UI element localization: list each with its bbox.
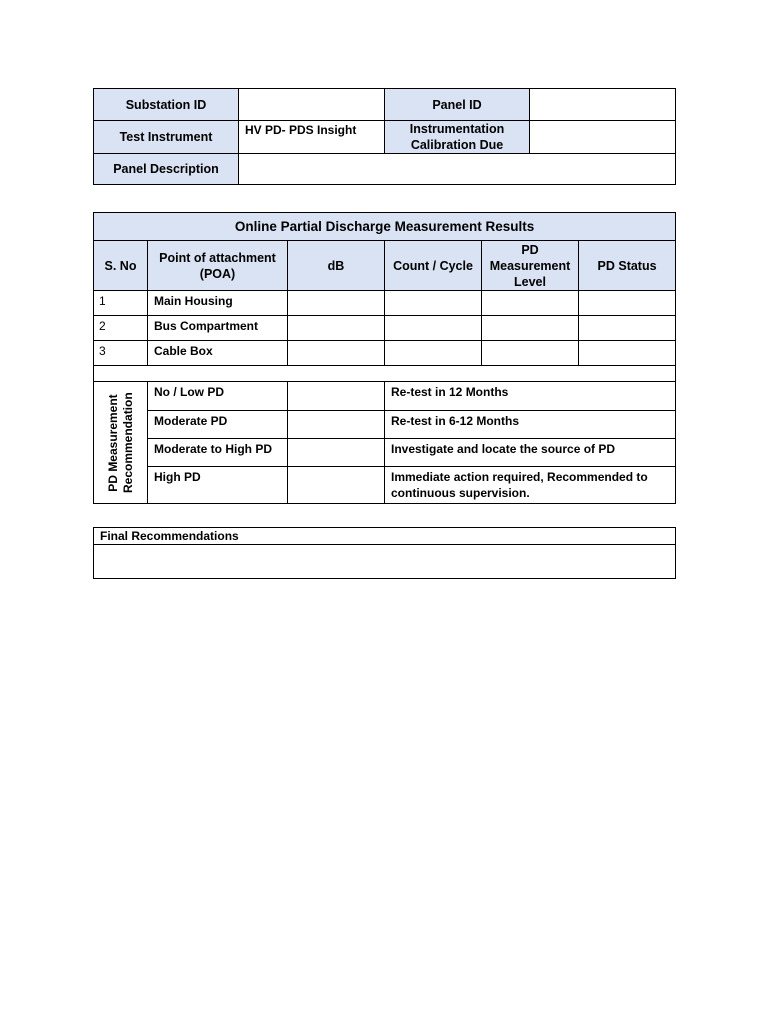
recommendation-indicator[interactable]	[288, 382, 385, 411]
results-title: Online Partial Discharge Measurement Results	[94, 213, 676, 241]
calibration-due-label: Instrumentation Calibration Due	[385, 121, 530, 154]
column-header-db: dB	[288, 241, 385, 291]
column-header-poa: Point of attachment (POA)	[148, 241, 288, 291]
final-recommendations-field[interactable]	[94, 545, 676, 579]
row-poa: Bus Compartment	[148, 316, 288, 341]
recommendation-indicator[interactable]	[288, 467, 385, 504]
test-instrument-field[interactable]: HV PD- PDS Insight	[239, 121, 385, 154]
column-header-count: Count / Cycle	[385, 241, 482, 291]
recommendation-indicator[interactable]	[288, 411, 385, 439]
recommendation-level: High PD	[148, 467, 288, 504]
row-poa: Cable Box	[148, 341, 288, 366]
row-level-field[interactable]	[482, 291, 579, 316]
recommendation-row	[94, 382, 676, 411]
recommendation-row	[94, 439, 676, 467]
recommendation-side-label-cell	[94, 382, 148, 504]
row-sno: 2	[94, 316, 148, 341]
recommendation-level: Moderate to High PD	[148, 439, 288, 467]
table-row	[94, 291, 676, 316]
final-recommendations-table	[93, 527, 676, 579]
recommendation-indicator[interactable]	[288, 439, 385, 467]
panel-id-label: Panel ID	[385, 89, 530, 121]
table-row	[94, 316, 676, 341]
substation-id-field[interactable]	[239, 89, 385, 121]
row-count-field[interactable]	[385, 291, 482, 316]
header-table	[93, 88, 676, 185]
recommendation-action: Re-test in 6-12 Months	[385, 411, 676, 439]
row-db-field[interactable]	[288, 316, 385, 341]
column-header-sno: S. No	[94, 241, 148, 291]
row-count-field[interactable]	[385, 341, 482, 366]
panel-description-label: Panel Description	[94, 154, 239, 185]
recommendation-action: Immediate action required, Recommended to continuous supervision.	[385, 467, 676, 504]
panel-id-field[interactable]	[530, 89, 676, 121]
row-sno: 1	[94, 291, 148, 316]
recommendation-action: Re-test in 12 Months	[385, 382, 676, 411]
recommendation-level: Moderate PD	[148, 411, 288, 439]
substation-id-label: Substation ID	[94, 89, 239, 121]
row-poa: Main Housing	[148, 291, 288, 316]
results-table	[93, 212, 676, 504]
row-status-field[interactable]	[579, 291, 676, 316]
recommendation-row	[94, 467, 676, 504]
recommendation-row	[94, 411, 676, 439]
row-status-field[interactable]	[579, 316, 676, 341]
recommendation-side-label: PD Measurement Recommendation	[105, 391, 135, 493]
recommendation-level: No / Low PD	[148, 382, 288, 411]
panel-description-field[interactable]	[239, 154, 676, 185]
final-recommendations-label: Final Recommendations	[94, 528, 676, 545]
row-count-field[interactable]	[385, 316, 482, 341]
test-instrument-label: Test Instrument	[94, 121, 239, 154]
spacer-row	[94, 366, 676, 382]
table-row	[94, 341, 676, 366]
row-level-field[interactable]	[482, 316, 579, 341]
recommendation-action: Investigate and locate the source of PD	[385, 439, 676, 467]
calibration-due-field[interactable]	[530, 121, 676, 154]
row-level-field[interactable]	[482, 341, 579, 366]
column-header-status: PD Status	[579, 241, 676, 291]
row-db-field[interactable]	[288, 341, 385, 366]
row-db-field[interactable]	[288, 291, 385, 316]
row-status-field[interactable]	[579, 341, 676, 366]
row-sno: 3	[94, 341, 148, 366]
column-header-level: PD Measurement Level	[482, 241, 579, 291]
